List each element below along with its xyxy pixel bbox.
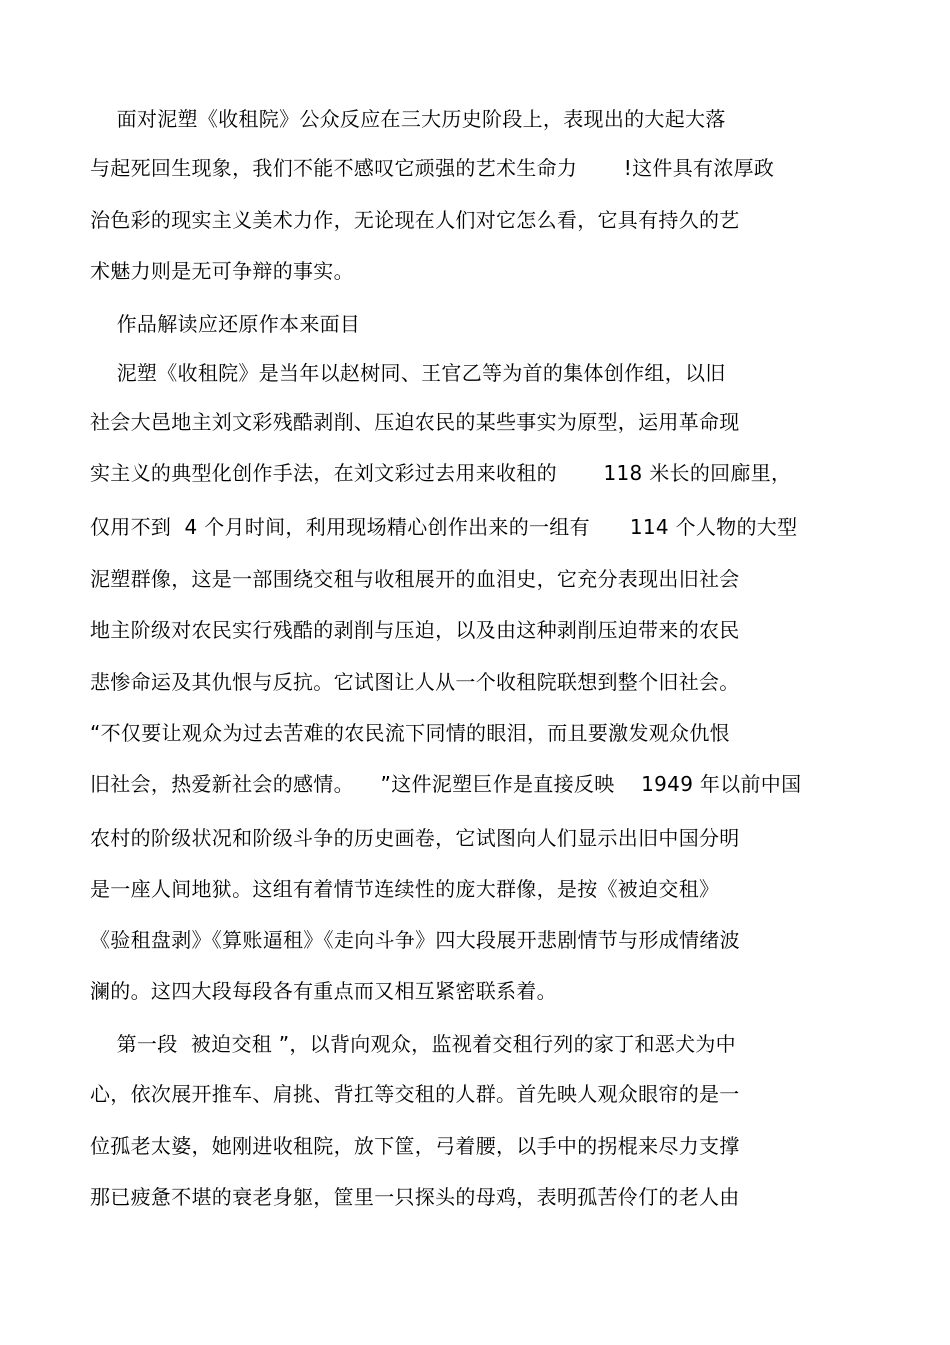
text-line: 实主义的典型化创作手法，在刘文彩过去用来收租的 118 米长的回廊里， — [90, 461, 792, 485]
text-line: 泥塑群像，这是一部围绕交租与收租展开的血泪史，它充分表现出旧社会 — [90, 567, 740, 591]
text-line: 治色彩的现实主义美术力作，无论现在人们对它怎么看，它具有持久的艺 — [90, 208, 740, 232]
text-line: 心，依次展开推车、肩挑、背扛等交租的人群。首先映人观众眼帘的是一 — [90, 1082, 740, 1106]
text-line: 澜的。这四大段每段各有重点而又相互紧密联系着。 — [90, 979, 557, 1003]
text-line: “不仅要让观众为过去苦难的农民流下同情的眼泪，而且要激发观众仇恨 — [90, 721, 730, 745]
text-line: 地主阶级对农民实行残酷的剥削与压迫，以及由这种剥削压迫带来的农民 — [90, 618, 740, 642]
text-line: 《验租盘剥》《算账逼租》《走向斗争》四大段展开悲剧情节与形成情绪波 — [90, 928, 740, 952]
text-line: 那已疲惫不堪的衰老身躯，筐里一只探头的母鸡，表明孤苦伶仃的老人由 — [90, 1185, 740, 1209]
text-line: 面对泥塑《收租院》公众反应在三大历史阶段上，表现出的大起大落 — [90, 107, 726, 131]
text-line: 社会大邑地主刘文彩残酷剥削、压迫农民的某些事实为原型，运用革命现 — [90, 410, 740, 434]
text-line: 第一段 被迫交租 ”，以背向观众，监视着交租行列的家丁和恶犬为中 — [90, 1032, 736, 1056]
text-line: 仅用不到 4 个月时间，利用现场精心创作出来的一组有 114 个人物的大型 — [90, 515, 798, 539]
text-line: 是一座人间地狱。这组有着情节连续性的庞大群像，是按《被迫交租》 — [90, 877, 720, 901]
text-line: 旧社会，热爱新社会的感情。 ”这件泥塑巨作是直接反映 1949 年以前中国 — [90, 772, 802, 796]
text-line: 位孤老太婆，她刚进收租院，放下筐，弓着腰，以手中的拐棍来尽力支撑 — [90, 1134, 740, 1158]
section-heading: 作品解读应还原作本来面目 — [90, 312, 361, 336]
text-line: 泥塑《收租院》是当年以赵树同、王官乙等为首的集体创作组，以旧 — [90, 361, 726, 385]
text-line: 术魅力则是无可争辩的事实。 — [90, 259, 354, 283]
text-line: 悲惨命运及其仇恨与反抗。它试图让人从一个收租院联想到整个旧社会。 — [90, 670, 740, 694]
text-line: 农村的阶级状况和阶级斗争的历史画卷，它试图向人们显示出旧中国分明 — [90, 826, 740, 850]
text-line: 与起死回生现象，我们不能不感叹它顽强的艺术生命力 !这件具有浓厚政 — [90, 156, 775, 180]
